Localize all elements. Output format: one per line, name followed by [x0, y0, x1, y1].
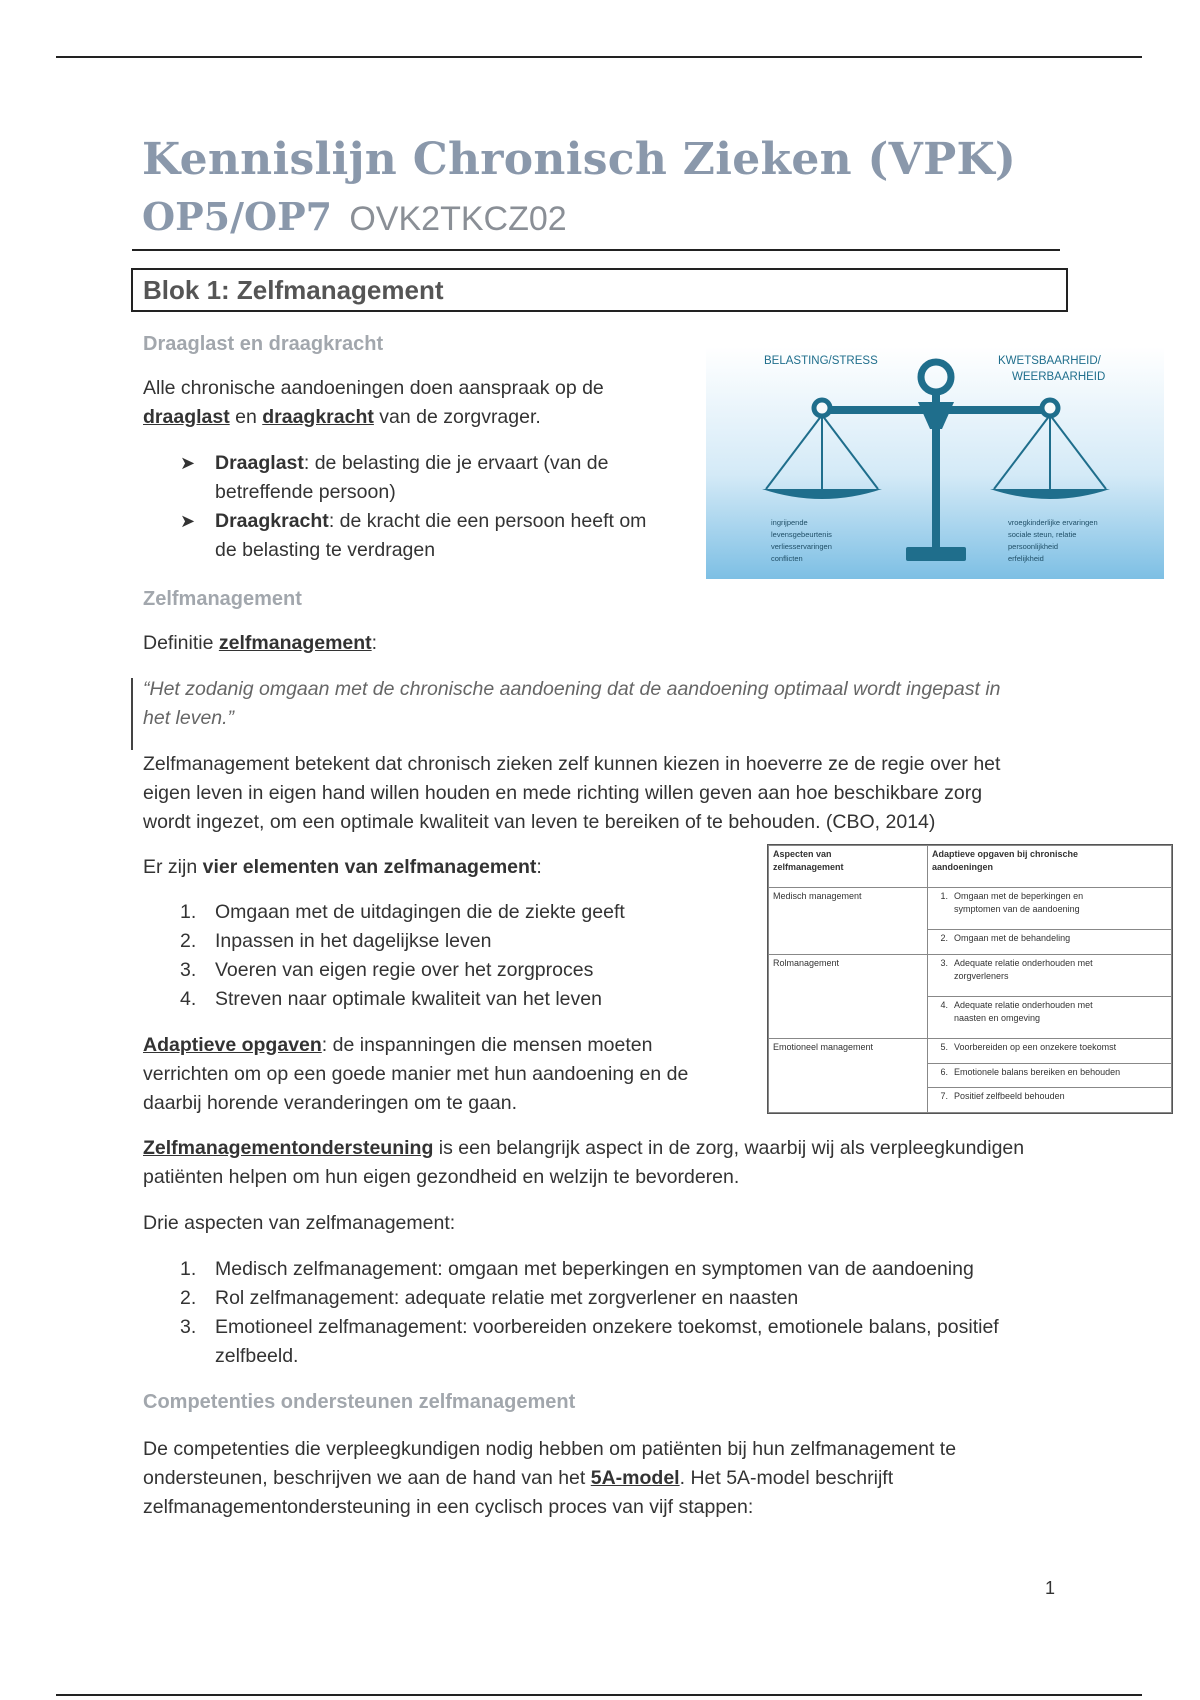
adaptive-line: : de inspanningen die mensen moeten [321, 1034, 653, 1056]
intro-line-2 [143, 403, 604, 432]
intro-paragraph [143, 374, 604, 432]
definition-term: zelfmanagement [218, 632, 372, 654]
elements-intro [143, 853, 542, 882]
list-item [180, 1313, 1080, 1371]
right-item: vroegkinderlijke ervaringen [1008, 518, 1098, 527]
list-text: Inpassen in het dagelijkse leven [215, 930, 492, 952]
bullet-term: Draaglast [215, 452, 304, 474]
right-item: sociale steun, relatie [1008, 530, 1077, 539]
balance-scale-illustration [706, 347, 1164, 579]
term-draaglast: draaglast [143, 406, 230, 428]
intro-line: Alle chronische aandoeningen doen aanspraak op de [143, 377, 604, 399]
competenties-paragraph [143, 1435, 1103, 1522]
list-text: Emotioneel zelfmanagement: voorbereiden onzekere toekomst, emotionele balans, positief [215, 1316, 999, 1338]
elements-post: : [536, 856, 542, 878]
arrow-bullet-icon: ➤ [180, 511, 196, 531]
table-cell: 4. Adequate relatie onderhouden met naasten en omgeving [928, 997, 1172, 1039]
bullet-text: : de belasting die je ervaart (van de [303, 452, 609, 474]
list-item [180, 956, 625, 985]
right-item: erfelijkheid [1008, 554, 1044, 563]
intro-post: van de zorgvrager. [373, 406, 541, 428]
left-item: conflicten [771, 554, 803, 563]
intro-mid: en [229, 406, 263, 428]
list-text: Streven naar optimale kwaliteit van het leven [215, 988, 602, 1010]
support-line: is een belangrijk aspect in de zorg, waarbij wij als verpleegkundigen [433, 1137, 1025, 1159]
top-rule [56, 56, 1142, 58]
list-number: 2. [180, 1287, 197, 1309]
term-draagkracht: draagkracht [262, 406, 374, 428]
table-row [769, 1039, 1172, 1064]
three-aspects-label: Drie aspecten van zelfmanagement: [143, 1212, 456, 1234]
document-title: Kennislijn Chronisch Zieken (VPK) [142, 134, 1017, 185]
list-number: 1. [180, 1258, 197, 1280]
bullet-item [180, 507, 646, 565]
support-paragraph [143, 1134, 1143, 1192]
adaptive-paragraph [143, 1031, 743, 1118]
table-header: Aspecten van zelfmanagement [769, 846, 928, 888]
section-heading-competenties: Competenties ondersteunen zelfmanagement [143, 1391, 576, 1413]
list-text: Voeren van eigen regie over het zorgproces [215, 959, 594, 981]
quote-line: “Het zodanig omgaan met de chronische aandoening dat de aandoening optimaal wordt ingepast in [143, 678, 1001, 700]
list-item [180, 1284, 1080, 1313]
bullet-text-2: betreffende persoon) [215, 481, 396, 503]
three-aspects-list [180, 1255, 1080, 1371]
adaptive-line: verrichten om op een goede manier met hun aandoening en de [143, 1063, 689, 1085]
left-item: verliesservaringen [771, 542, 832, 551]
document-subtitle [142, 194, 567, 239]
list-item [180, 927, 625, 956]
list-text: Rol zelfmanagement: adequate relatie met zorgverlener en naasten [215, 1287, 799, 1309]
table-cell: Emotioneel management [769, 1039, 928, 1113]
quote-bar [131, 678, 133, 750]
table-cell: 6. Emotionele balans bereiken en behouden [928, 1063, 1172, 1088]
draaglast-bullets [180, 449, 646, 565]
blok-heading: Blok 1: Zelfmanagement [131, 268, 1068, 312]
left-item: levensgebeurtenis [771, 530, 832, 539]
list-number: 3. [180, 1316, 197, 1338]
support-line: patiënten helpen om hun eigen gezondheid en welzijn te bevorderen. [143, 1166, 740, 1188]
section-heading-zelfmanagement: Zelfmanagement [143, 588, 302, 610]
table-cell: 7. Positief zelfbeeld behouden [928, 1088, 1172, 1113]
paragraph-line: De competenties die verpleegkundigen nodig hebben om patiënten bij hun zelfmanagement te [143, 1438, 957, 1460]
table-row [769, 954, 1172, 996]
list-text: Omgaan met de uitdagingen die de ziekte geeft [215, 901, 625, 923]
paragraph-line: . Het 5A-model beschrijft [679, 1467, 894, 1489]
section-heading-draaglast: Draaglast en draagkracht [143, 333, 384, 355]
adaptive-line: daarbij horende veranderingen om te gaan. [143, 1092, 518, 1114]
quote-line: het leven.” [143, 707, 235, 729]
definition-post: : [371, 632, 378, 654]
adaptive-term: Adaptieve opgaven [143, 1034, 322, 1056]
table-cell: 5. Voorbereiden op een onzekere toekomst [928, 1039, 1172, 1064]
paragraph-line: eigen leven in eigen hand willen houden en mede richting willen geven aan hoe beschikbare zorg [143, 782, 983, 804]
course-code: OVK2TKCZ02 [349, 200, 567, 238]
paragraph-line: wordt ingezet, om een optimale kwaliteit van leven te bereiken of te behouden. (CBO, 2014) [143, 811, 936, 833]
table-cell: 3. Adequate relatie onderhouden met zorgverleners [928, 954, 1172, 996]
left-item: ingrijpende [771, 518, 808, 527]
bullet-term: Draagkracht [215, 510, 329, 532]
zelfmanagement-paragraph [143, 750, 1073, 837]
right-title-2: WEERBAARHEID [1012, 371, 1106, 383]
table-header: Adaptieve opgaven bij chronische aandoeningen [928, 846, 1172, 888]
bullet-item [180, 449, 646, 507]
bullet-text-2: de belasting te verdragen [215, 539, 436, 561]
table-cell: 1. Omgaan met de beperkingen en symptomen van de aandoening [928, 888, 1172, 930]
title-divider [132, 249, 1060, 251]
table-cell: Rolmanagement [769, 954, 928, 1038]
table-header-row [769, 846, 1172, 888]
list-item [180, 1255, 1080, 1284]
right-item: persoonlijkheid [1008, 542, 1059, 551]
list-item [180, 985, 625, 1014]
paragraph-line: zelfmanagementondersteuning in een cyclisch proces van vijf stappen: [143, 1496, 754, 1518]
page-number: 1 [1045, 1578, 1056, 1598]
arrow-bullet-icon: ➤ [180, 453, 196, 473]
definition-pre: Definitie [143, 632, 219, 654]
elements-list [180, 898, 625, 1014]
list-number: 2. [180, 930, 197, 952]
right-title-1: KWETSBAARHEID/ [998, 355, 1101, 367]
table-row [769, 888, 1172, 930]
table-cell: 2. Omgaan met de behandeling [928, 930, 1172, 955]
list-text-2: zelfbeeld. [215, 1345, 299, 1367]
table-cell: Medisch management [769, 888, 928, 955]
support-term: Zelfmanagementondersteuning [143, 1137, 434, 1159]
paragraph-line: Zelfmanagement betekent dat chronisch zieken zelf kunnen kiezen in hoeverre ze de regie over het [143, 753, 1001, 775]
bullet-text: : de kracht die een persoon heeft om [328, 510, 647, 532]
definition-quote [143, 675, 1063, 733]
list-text: Medisch zelfmanagement: omgaan met beperkingen en symptomen van de aandoening [215, 1258, 974, 1280]
definition-label [143, 629, 377, 658]
adaptive-tasks-table [767, 844, 1173, 1114]
elements-bold: vier elementen van zelfmanagement [202, 856, 537, 878]
paragraph-line: ondersteunen, beschrijven we aan de hand van het [143, 1467, 591, 1489]
list-number: 4. [180, 988, 197, 1010]
list-number: 3. [180, 959, 197, 981]
term-5a-model: 5A-model [590, 1467, 680, 1489]
course-phase: OP5/OP7 [142, 194, 333, 239]
elements-pre: Er zijn [143, 856, 203, 878]
list-number: 1. [180, 901, 197, 923]
bottom-rule [56, 1694, 1142, 1696]
list-item [180, 898, 625, 927]
left-title: BELASTING/STRESS [764, 355, 878, 367]
